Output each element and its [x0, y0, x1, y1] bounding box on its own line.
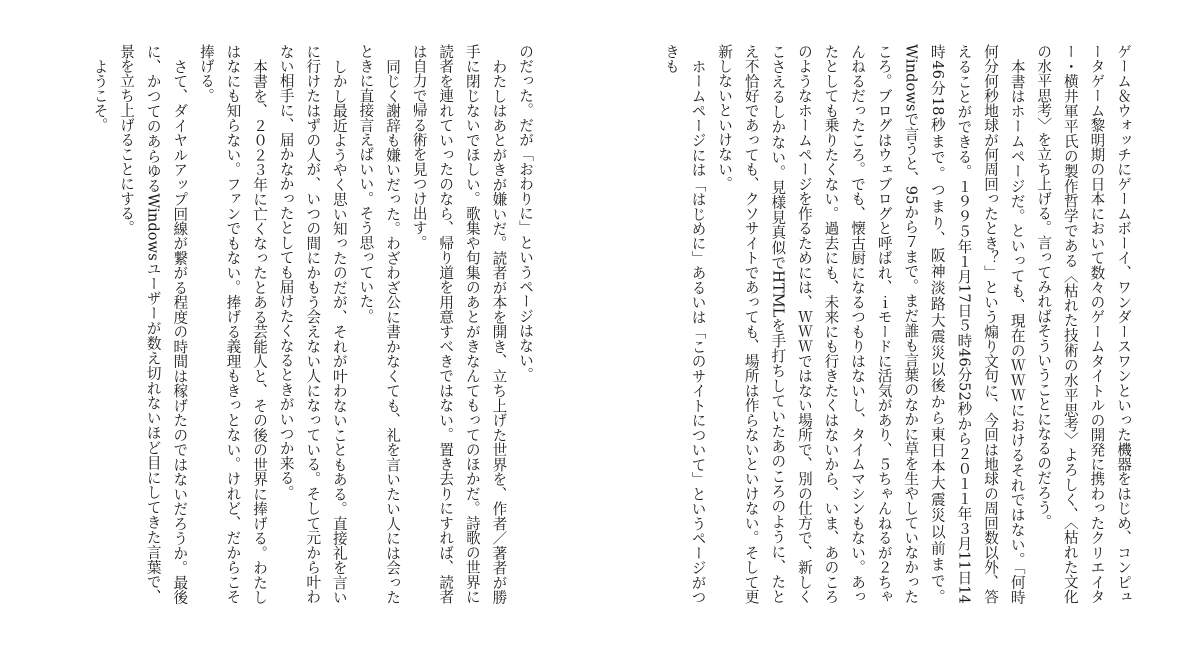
paragraph: 本書はホームページだ。といっても、現在のＷＷＷにおけるそれではない。「何時何分何秒地球が何周回ったとき？」という煽り文句に、今回は地球の周回数以外、答えることができる。１９９５年１月17日５時46分52秒から２０１１年３月11日14時46分18秒まで。つまり、阪神淡路大震災以後から東日本大震災以前まで。Windowsで言うと、95から７まで。まだ誰も言葉のなかに草を生やしていなかったころ。ブログはウェブログと呼ばれ、ｉモードに活気があり、５ちゃんねるが２ちゃんねるだったころ。でも、懐古厨になるつもりはないし、タイムマシンもない。あったとしても乗りたくない。過去にも、未来にも行きたくはないから、いま、あのころのようなホームページを作るためには、ＷＷＷではない場所で、別の仕方で、新しくこさえるしかない。見様見真似でHTMLを手打ちしていたあのころのように、たとえ不恰好であっても、クソサイトであっても、場所は作らないといけない。そして更新しないといけない。: [716, 44, 1026, 604]
paragraph: わたしはあとがきが嫌いだ。読者が本を開き、立ち上げた世界を、作者／著者が勝手に閉じないでほしい。歌集や句集のあとがきなんてもってのほかだ。詩歌の世界に読者を連れていったのなら、帰り道を用意すべきではない。置き去りにすれば、読者は自力で帰る術を見つけ出す。: [410, 44, 508, 604]
paragraph: 本書を、２０２３年に亡くなったとある芸能人と、その後の世界に捧げる。わたしはなにも知らない。ファンでもない。捧げる義理もきっとない。けれど、だからこそ捧げる。: [197, 44, 269, 604]
right-page-text: [657, 44, 1136, 604]
paragraph: ようこそ。: [91, 58, 109, 133]
paragraph: ホームページには「はじめに」あるいは「このサイトについて」というページがつきも: [662, 44, 707, 604]
paragraph: しかし最近ようやく思い知ったのだが、それが叶わないこともある。直接礼を言いに行けたはずの人が、いつの間にかもう会えない人になっている。そして元から叶わない相手に、届かなかったとしても届けたくなるときがいつか来る。: [277, 44, 348, 604]
paragraph: ゲーム＆ウォッチにゲームボーイ、ワンダースワンといった機器をはじめ、コンピュータゲーム黎明期の日本において数々のゲームタイトルの開発に携わったクリエイター・横井軍平氏の製作哲学である〈枯れた技術の水平思考〉よろしく、〈枯れた文化の水平思考〉を立ち上げる。言ってみればそういうことになるのだろう。: [1035, 44, 1132, 604]
paragraph: さて、ダイヤルアップ回線が繋がる程度の時間は稼げたのではないだろうか。最後に、かつてのあらゆるWindowsユーザーが数え切れないほど目にしてきた言葉で、景を立ち上げることにする。: [118, 44, 189, 604]
right-page: [600, 0, 1200, 672]
paragraph: 同じく謝辞も嫌いだった。わざわざ公に書かなくても、礼を言いたい人には会ったときに直接言えばいい。そう思っていた。: [357, 44, 402, 604]
left-page-text: [86, 44, 538, 604]
paragraph: のだった。だが「おわりに」というページはない。: [517, 44, 534, 383]
